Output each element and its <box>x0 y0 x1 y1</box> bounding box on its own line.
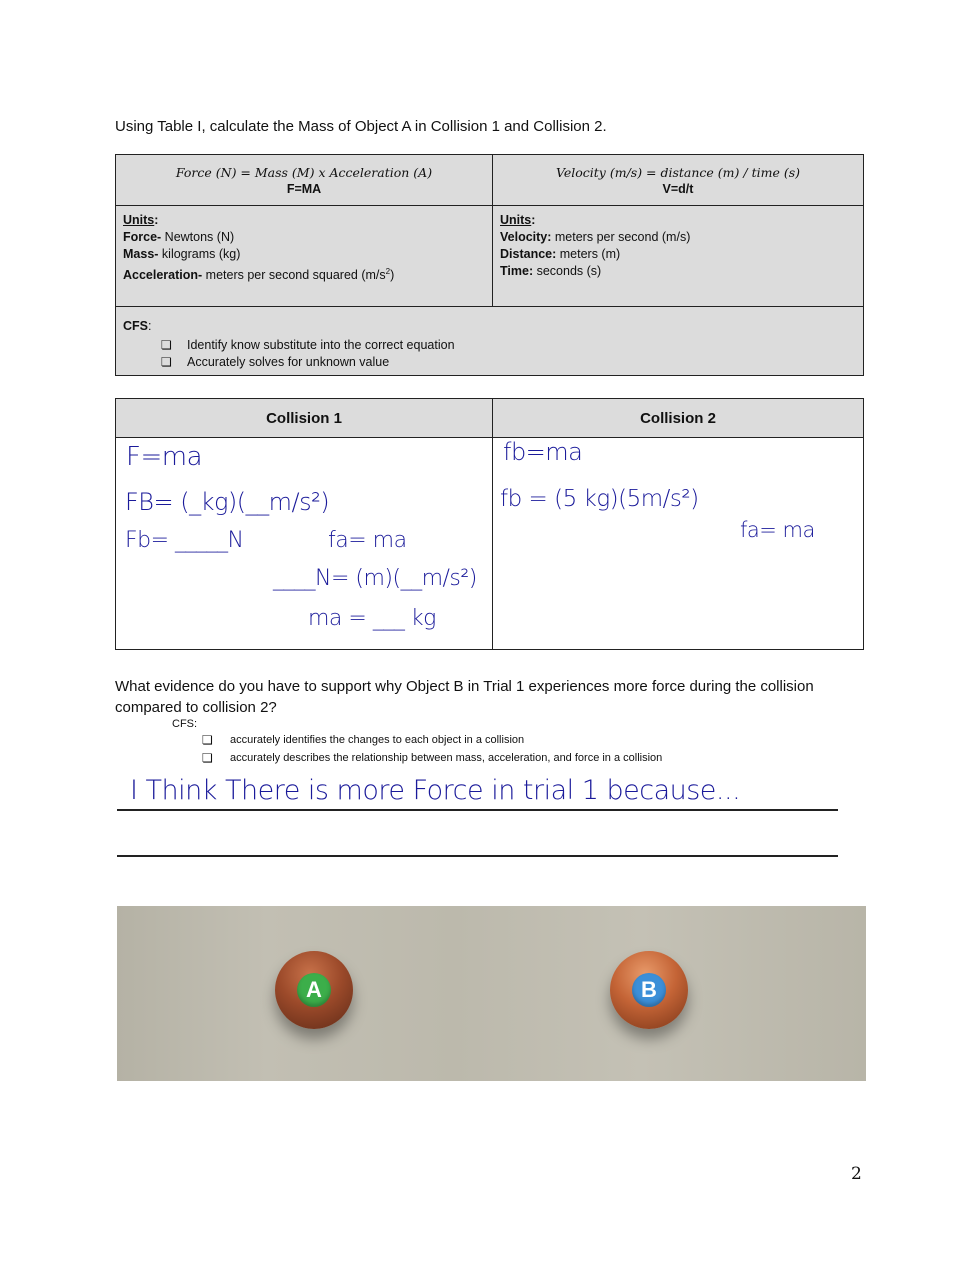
answer-line-2 <box>117 855 838 857</box>
accel-label: Acceleration- <box>123 268 203 283</box>
time-value: seconds (s) <box>533 264 602 278</box>
accel-end: ) <box>390 268 395 283</box>
mass-value: kilograms (kg) <box>158 247 241 261</box>
cfs-checklist <box>123 337 856 371</box>
accel-sup: 2 <box>385 267 391 276</box>
force-units-cell: Units: Force- Newtons (N) Mass- kilograms (kg) Acceleration- meters per second squared $(m/s^2)$ <box>116 206 493 307</box>
mass-label: Mass- <box>123 247 159 261</box>
prompt-evidence: What evidence do you have to support why Object B in Trial 1 experiences more force during the collision compared to collision 2? <box>115 678 814 716</box>
handwriting-c1-line5: ____N= (m)(__m/s²) <box>273 566 477 591</box>
ball-b <box>610 951 688 1029</box>
checklist-item: ❏ accurately identifies the changes to each object in a collision <box>202 731 662 749</box>
velocity-short: V=d/t <box>662 182 694 196</box>
velocity-formula: Velocity (m/s) = distance (m) / time (s) <box>555 165 800 180</box>
answer-line-1 <box>117 809 838 811</box>
force-formula: Force (N) = Mass (M) x Acceleration (A) <box>175 165 433 180</box>
collision-2-header: Collision 2 <box>493 399 864 438</box>
formula-table <box>115 154 864 376</box>
handwriting-c1-line3: Fb= _____N <box>125 528 244 553</box>
prompt-calculate-mass: Using Table I, calculate the Mass of Object A in Collision 1 and Collision 2. <box>115 118 607 135</box>
units-heading: Units <box>123 213 155 227</box>
handwriting-c1-line1: F=ma <box>126 442 202 472</box>
checklist-item: ❏ Identify know substitute into the correct equation <box>161 337 856 354</box>
cfs-cell: CFS: ❏ Identify know substitute into the correct equation ❏ Accurately solves for unknown value <box>116 307 864 376</box>
force-short: F=MA <box>286 182 322 196</box>
accel-value: meters per second squared (m/s <box>202 268 386 283</box>
force-label: Force- <box>123 230 162 244</box>
distance-label: Distance: <box>500 247 557 261</box>
time-label: Time: <box>500 264 534 278</box>
handwriting-c2-line2: fb = (5 kg)(5m/s²) <box>500 486 699 512</box>
handwriting-c1-line2: FB= (_kg)(__m/s²) <box>125 488 330 516</box>
collision-simulation-image <box>117 906 866 1081</box>
cfs2-checklist <box>202 731 662 767</box>
velocity-units-cell: Units: Velocity: meters per second (m/s) Distance: meters (m) Time: seconds (s) <box>493 206 864 307</box>
distance-value: meters (m) <box>556 247 621 261</box>
ball-a <box>275 951 353 1029</box>
force-value: Newtons (N) <box>161 230 235 244</box>
checklist-item: ❏ Accurately solves for unknown value <box>161 354 856 371</box>
units-heading-right: Units <box>500 213 532 227</box>
velocity-value: meters per second (m/s) <box>551 230 691 244</box>
cfs-label: CFS <box>123 319 148 333</box>
handwriting-c1-line6: ma = ___ kg <box>308 606 436 631</box>
collision-1-header: Collision 1 <box>116 399 493 438</box>
checklist-item: ❏ accurately describes the relationship between mass, acceleration, and force in a collision <box>202 749 662 767</box>
velocity-label: Velocity: <box>500 230 552 244</box>
velocity-formula-cell <box>493 155 864 206</box>
ball-a-badge: A <box>297 973 331 1007</box>
collision-2-work-area <box>493 438 864 650</box>
cfs2-label: CFS: <box>172 718 198 730</box>
handwriting-c2-line3: fa= ma <box>740 518 815 542</box>
page-number: 2 <box>851 1164 862 1184</box>
handwriting-answer: I Think There is more Force in trial 1 because... <box>130 775 741 806</box>
ball-b-badge: B <box>632 973 666 1007</box>
force-formula-cell <box>116 155 493 206</box>
handwriting-c1-line4: fa= ma <box>328 528 407 553</box>
handwriting-c2-line1: fb=ma <box>503 438 583 466</box>
